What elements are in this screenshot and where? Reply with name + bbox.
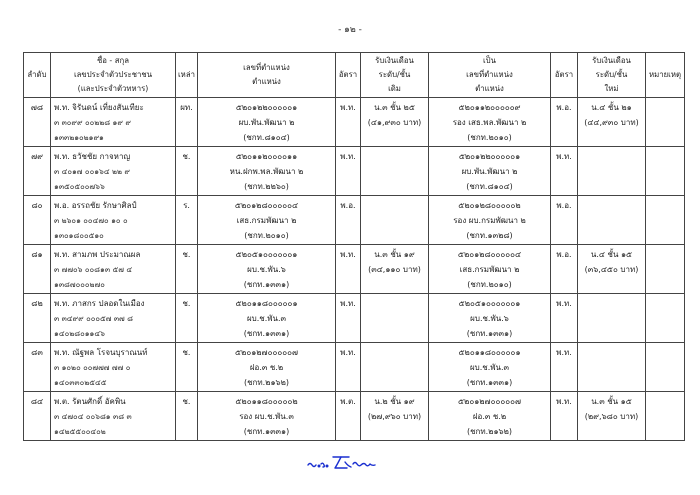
new-position-number: ๕๒๐๑๒๘๐๐๐๐๐๔ — [457, 250, 522, 259]
new-rate-cell: พ.อ. — [551, 98, 578, 147]
table-row — [24, 245, 685, 294]
new-position-code: (ชกท.๒๑๖๒) — [466, 427, 513, 436]
name-cell — [51, 392, 176, 441]
position-code: (ชกท.๑๓๓๑) — [243, 280, 290, 289]
name-cell — [51, 343, 176, 392]
salary-old-amount: (๒๗,๙๖๐ บาท) — [367, 412, 422, 421]
order-cell: ๘๓ — [24, 343, 51, 392]
new-rate-cell: พ.ท. — [551, 147, 578, 196]
salary-old-level: น.๒ ชั้น ๑๙ — [374, 397, 415, 406]
position-number: ๕๒๐๑๒๒๐๐๐๐๐๑ — [235, 103, 298, 112]
new-position-code: (ชกท.๘๑๐๔) — [466, 182, 513, 191]
citizen-id: ๓ ๗๗๐๖ ๐๐๘๑๓ ๕๗ ๔ — [54, 265, 133, 274]
new-position-cell — [429, 294, 551, 343]
military-id: ๑๓๐๑๘๐๐๕๑๐ — [54, 231, 104, 240]
salary-old-cell — [361, 392, 429, 441]
new-rate-cell: พ.ท. — [551, 392, 578, 441]
table-row — [24, 196, 685, 245]
salary-old-level: น.๓ ชั้น ๑๙ — [374, 250, 415, 259]
salary-old-cell — [361, 245, 429, 294]
page-number: - ๑๒ - — [338, 25, 362, 35]
citizen-id: ๓ ๑๐๒๐ ๐๐๗๗๗ ๗๗ ๐ — [54, 363, 131, 372]
position-cell — [198, 147, 336, 196]
new-position-cell — [429, 147, 551, 196]
signature-icon — [305, 452, 405, 472]
order-cell: ๘๔ — [24, 392, 51, 441]
position-code: (ชกท.๒๐๑๐) — [244, 231, 289, 240]
military-id: ๑๓๘๗๐๐๐๒๗๐ — [54, 280, 105, 289]
header-branch: เหล่า — [176, 53, 198, 98]
new-position-cell — [429, 245, 551, 294]
military-id: ๑๔๐๓๓๐๒๕๔๕ — [54, 378, 107, 387]
order-cell: ๘๑ — [24, 245, 51, 294]
new-position-title: ผบ.พัน.พัฒนา ๒ — [461, 167, 518, 176]
salary-new-cell — [578, 294, 646, 343]
new-rate-cell: พ.ท. — [551, 343, 578, 392]
order-cell: ๘๐ — [24, 196, 51, 245]
rate-cell: พ.ท. — [336, 147, 361, 196]
position-number: ๕๒๐๑๒๘๐๐๐๐๐๔ — [234, 201, 299, 210]
branch-cell: ช. — [176, 392, 198, 441]
new-position-code: (ชกท.๒๐๑๐) — [467, 280, 512, 289]
new-position-number: ๕๒๐๑๒๒๐๐๐๐๐๑ — [458, 152, 521, 161]
position-cell — [198, 343, 336, 392]
header-salary-old: รับเงินเดือน ระดับ/ชั้น เดิม — [361, 53, 429, 98]
salary-new-amount: (๔๔,๙๓๐ บาท) — [584, 118, 639, 127]
header-rate: อัตรา — [336, 53, 361, 98]
person-name: พ.ท. ธวัชชัย กาจหาญ — [54, 152, 131, 161]
name-cell — [51, 98, 176, 147]
branch-cell: ช. — [176, 147, 198, 196]
position-title: หน.ฝกพ.พล.พัฒนา ๒ — [229, 167, 304, 176]
remark-cell — [646, 196, 685, 245]
name-cell — [51, 196, 176, 245]
table-row — [24, 343, 685, 392]
position-cell — [198, 98, 336, 147]
position-cell — [198, 392, 336, 441]
position-code: (ชกท.๒๒๖๐) — [244, 182, 289, 191]
name-cell — [51, 294, 176, 343]
header-remark: หมายเหตุ — [646, 53, 685, 98]
branch-cell: ร. — [176, 196, 198, 245]
new-rate-cell: พ.อ. — [551, 196, 578, 245]
military-id: ๑๔๐๒๘๐๑๑๔๖ — [54, 329, 105, 338]
table-row — [24, 294, 685, 343]
position-title: ผบ.พัน.พัฒนา ๒ — [238, 118, 295, 127]
salary-old-amount: (๔๑,๙๓๐ บาท) — [367, 118, 422, 127]
personnel-transfer-table — [23, 52, 685, 441]
rate-cell: พ.อ. — [336, 196, 361, 245]
person-name: พ.ต. รัตนศักดิ์ อัคพิน — [54, 397, 126, 406]
new-position-cell — [429, 392, 551, 441]
header-name: ชื่อ - สกุล เลขประจำตัวประชาชน (และประจำตัวทหาร) — [51, 53, 176, 98]
person-name: พ.อ. อรรถชัย รักษาศิลป์ — [54, 201, 137, 210]
military-id: ๑๔๒๕๕๐๐๔๐๒ — [54, 427, 106, 436]
salary-old-level: น.๓ ชั้น ๒๕ — [374, 103, 415, 112]
position-number: ๕๒๐๑๑๘๐๐๐๐๐๒ — [235, 397, 298, 406]
position-cell — [198, 196, 336, 245]
new-position-title: ฝอ.๓ ช.๒ — [472, 412, 507, 421]
position-title: ผบ.ช.พัน.๖ — [247, 265, 286, 274]
new-position-number: ๕๒๐๑๒๘๐๐๐๐๐๒ — [458, 201, 521, 210]
header-order: ลำดับ — [24, 53, 51, 98]
salary-new-cell — [578, 343, 646, 392]
position-code: (ชกท.๒๑๖๒) — [243, 378, 290, 387]
order-cell: ๗๘ — [24, 98, 51, 147]
citizen-id: ๓ ๓๐๙๙ ๐๐๒๒๘ ๑๙ ๙ — [54, 118, 131, 127]
rate-cell: พ.ท. — [336, 294, 361, 343]
new-rate-cell: พ.อ. — [551, 245, 578, 294]
new-position-cell — [429, 196, 551, 245]
position-title: รอง ผบ.ช.พัน.๓ — [239, 412, 294, 421]
position-code: (ชกท.๘๑๐๔) — [243, 133, 290, 142]
branch-cell: ช. — [176, 294, 198, 343]
salary-new-cell — [578, 196, 646, 245]
salary-old-amount: (๓๔,๑๑๐ บาท) — [368, 265, 421, 274]
military-id: ๑๓๕๐๕๐๐๗๖๖ — [54, 182, 105, 191]
name-cell — [51, 147, 176, 196]
new-position-code: (ชกท.๒๐๑๐) — [467, 133, 512, 142]
salary-new-cell — [578, 392, 646, 441]
new-position-number: ๕๒๐๕๑๐๐๐๐๐๐๑ — [458, 299, 521, 308]
position-number: ๕๒๐๑๑๘๐๐๐๐๐๑ — [235, 299, 298, 308]
position-cell — [198, 245, 336, 294]
new-position-title: ผบ.ช.พัน.๖ — [470, 314, 509, 323]
citizen-id: ๓ ๔๐๑๗ ๐๐๑๖๔ ๒๒ ๙ — [54, 167, 130, 176]
order-cell: ๘๒ — [24, 294, 51, 343]
new-position-title: รอง ผบ.กรมพัฒนา ๒ — [453, 216, 526, 225]
new-position-cell — [429, 98, 551, 147]
new-position-number: ๕๒๐๑๒๗๐๐๐๐๐๗ — [457, 397, 521, 406]
table-header-row — [24, 53, 685, 98]
header-new-rate: อัตรา — [551, 53, 578, 98]
branch-cell: ช. — [176, 245, 198, 294]
remark-cell — [646, 392, 685, 441]
remark-cell — [646, 294, 685, 343]
salary-new-cell — [578, 98, 646, 147]
position-code: (ชกท.๑๓๓๑) — [243, 427, 290, 436]
military-id: ๑๓๓๒๑๐๒๑๙๑ — [54, 133, 104, 142]
position-cell — [198, 294, 336, 343]
citizen-id: ๓ ๓๔๙๙ ๐๐๐๕๗ ๓๗ ๘ — [54, 314, 134, 323]
new-position-code: (ชกท.๑๓๓๑) — [466, 378, 513, 387]
salary-old-cell — [361, 147, 429, 196]
new-position-code: (ชกท.๑๓๒๘) — [466, 231, 513, 240]
salary-new-cell — [578, 147, 646, 196]
position-number: ๕๒๐๕๑๐๐๐๐๐๐๑ — [235, 250, 298, 259]
new-position-title: เสธ.กรมพัฒนา ๒ — [459, 265, 520, 274]
new-position-title: ผบ.ช.พัน.๓ — [469, 363, 510, 372]
remark-cell — [646, 245, 685, 294]
person-name: พ.ท. ภาสกร ปลอดในเมือง — [54, 299, 145, 308]
table-row — [24, 392, 685, 441]
position-title: ผบ.ช.พัน.๓ — [246, 314, 287, 323]
salary-old-cell — [361, 98, 429, 147]
salary-old-cell — [361, 343, 429, 392]
new-position-number: ๕๒๐๑๑๘๐๐๐๐๐๑ — [458, 348, 521, 357]
name-cell — [51, 245, 176, 294]
new-rate-cell: พ.ท. — [551, 294, 578, 343]
person-name: พ.ท. จิรันดน์ เที่ยงสันเทียะ — [54, 103, 144, 112]
branch-cell: ช. — [176, 343, 198, 392]
person-name: พ.ท. สามภพ ประมาณผล — [54, 250, 141, 259]
remark-cell — [646, 147, 685, 196]
citizen-id: ๓ ๔๗๐๔ ๐๐๖๘๑ ๓๘ ๓ — [54, 412, 132, 421]
new-position-title: รอง เสธ.พล.พัฒนา ๒ — [452, 118, 527, 127]
position-code: (ชกท.๑๓๓๑) — [243, 329, 290, 338]
position-number: ๕๒๐๑๒๗๐๐๐๐๐๗ — [234, 348, 298, 357]
header-position: เลขที่ตำแหน่ง ตำแหน่ง — [198, 53, 336, 98]
position-title: เสธ.กรมพัฒนา ๒ — [236, 216, 297, 225]
position-title: ฝอ.๓ ช.๒ — [249, 363, 284, 372]
handwritten-signature — [305, 452, 405, 472]
order-cell: ๗๙ — [24, 147, 51, 196]
person-name: พ.ท. ณัฐพล โรจนบุราณนท์ — [54, 348, 148, 357]
rate-cell: พ.ท. — [336, 98, 361, 147]
salary-new-level: น.๓ ชั้น ๑๕ — [591, 397, 632, 406]
salary-old-cell — [361, 294, 429, 343]
rate-cell: พ.ท. — [336, 343, 361, 392]
citizen-id: ๓ ๒๖๐๑ ๐๐๔๗๐ ๑๐ ๐ — [54, 216, 128, 225]
salary-old-cell — [361, 196, 429, 245]
header-salary-new: รับเงินเดือน ระดับ/ชั้น ใหม่ — [578, 53, 646, 98]
new-position-number: ๕๒๐๑๑๒๐๐๐๐๐๙ — [458, 103, 521, 112]
remark-cell — [646, 343, 685, 392]
new-position-cell — [429, 343, 551, 392]
salary-new-amount: (๒๙,๖๘๐ บาท) — [584, 412, 639, 421]
position-number: ๕๒๐๑๑๒๐๐๐๐๑๑ — [235, 152, 298, 161]
remark-cell — [646, 98, 685, 147]
salary-new-level: น.๔ ชั้น ๒๑ — [591, 103, 632, 112]
salary-new-level: น.๔ ชั้น ๑๕ — [590, 250, 633, 259]
salary-new-amount: (๓๖,๔๕๐ บาท) — [584, 265, 639, 274]
salary-new-cell — [578, 245, 646, 294]
table-row — [24, 147, 685, 196]
table-row — [24, 98, 685, 147]
rate-cell: พ.ท. — [336, 245, 361, 294]
rate-cell: พ.ต. — [336, 392, 361, 441]
branch-cell: ผท. — [176, 98, 198, 147]
header-new-position: เป็น เลขที่ตำแหน่ง ตำแหน่ง — [429, 53, 551, 98]
new-position-code: (ชกท.๑๓๓๑) — [466, 329, 513, 338]
